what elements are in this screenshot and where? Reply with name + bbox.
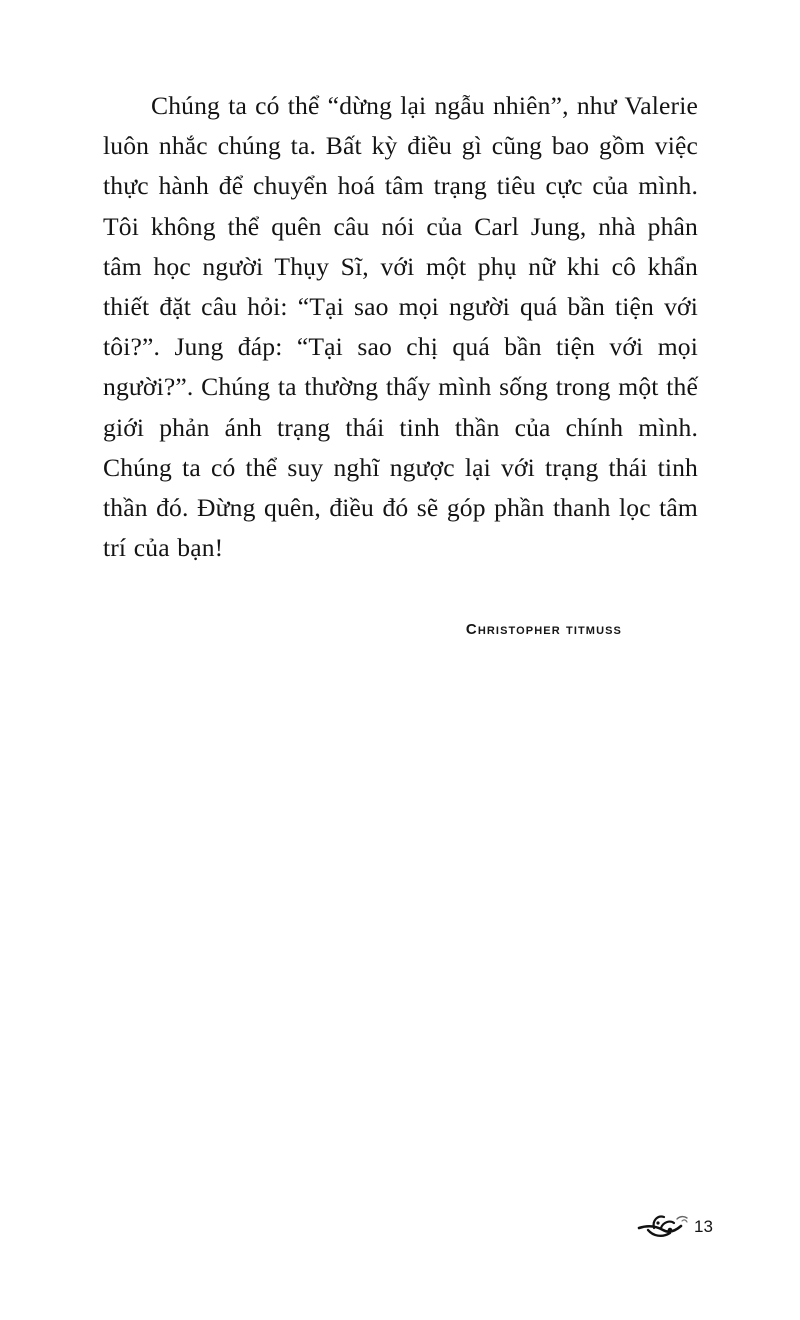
quote-author: Christopher titmuss: [465, 621, 622, 638]
page-footer: [632, 1210, 727, 1244]
page-number: 13: [694, 1217, 713, 1236]
body-paragraph: Chúng ta có thể “dừng lại ngẫu nhiên”, như Valerie luôn nhắc chúng ta. Bất kỳ điều gì cũng bao gồm việc thực hành để chuyển hoá tâm trạng tiêu cực của mình. Tôi không thể quên câu nói của Carl Jung, nhà phân tâm học người Thụy Sĩ, với một phụ nữ khi cô khẩn thiết đặt câu hỏi: “Tại sao mọi người quá bần tiện với tôi?”. Jung đáp: “Tại sao chị quá bần tiện với mọi người?”. Chúng ta thường thấy mình sống trong một thế giới phản ánh trạng thái tinh thần của chính mình. Chúng ta có thể suy nghĩ ngược lại với trạng thái tinh thần đó. Đừng quên, điều đó sẽ góp phần thanh lọc tâm trí của bạn!: [103, 91, 698, 563]
flourish-ornament-icon: [632, 1210, 690, 1244]
